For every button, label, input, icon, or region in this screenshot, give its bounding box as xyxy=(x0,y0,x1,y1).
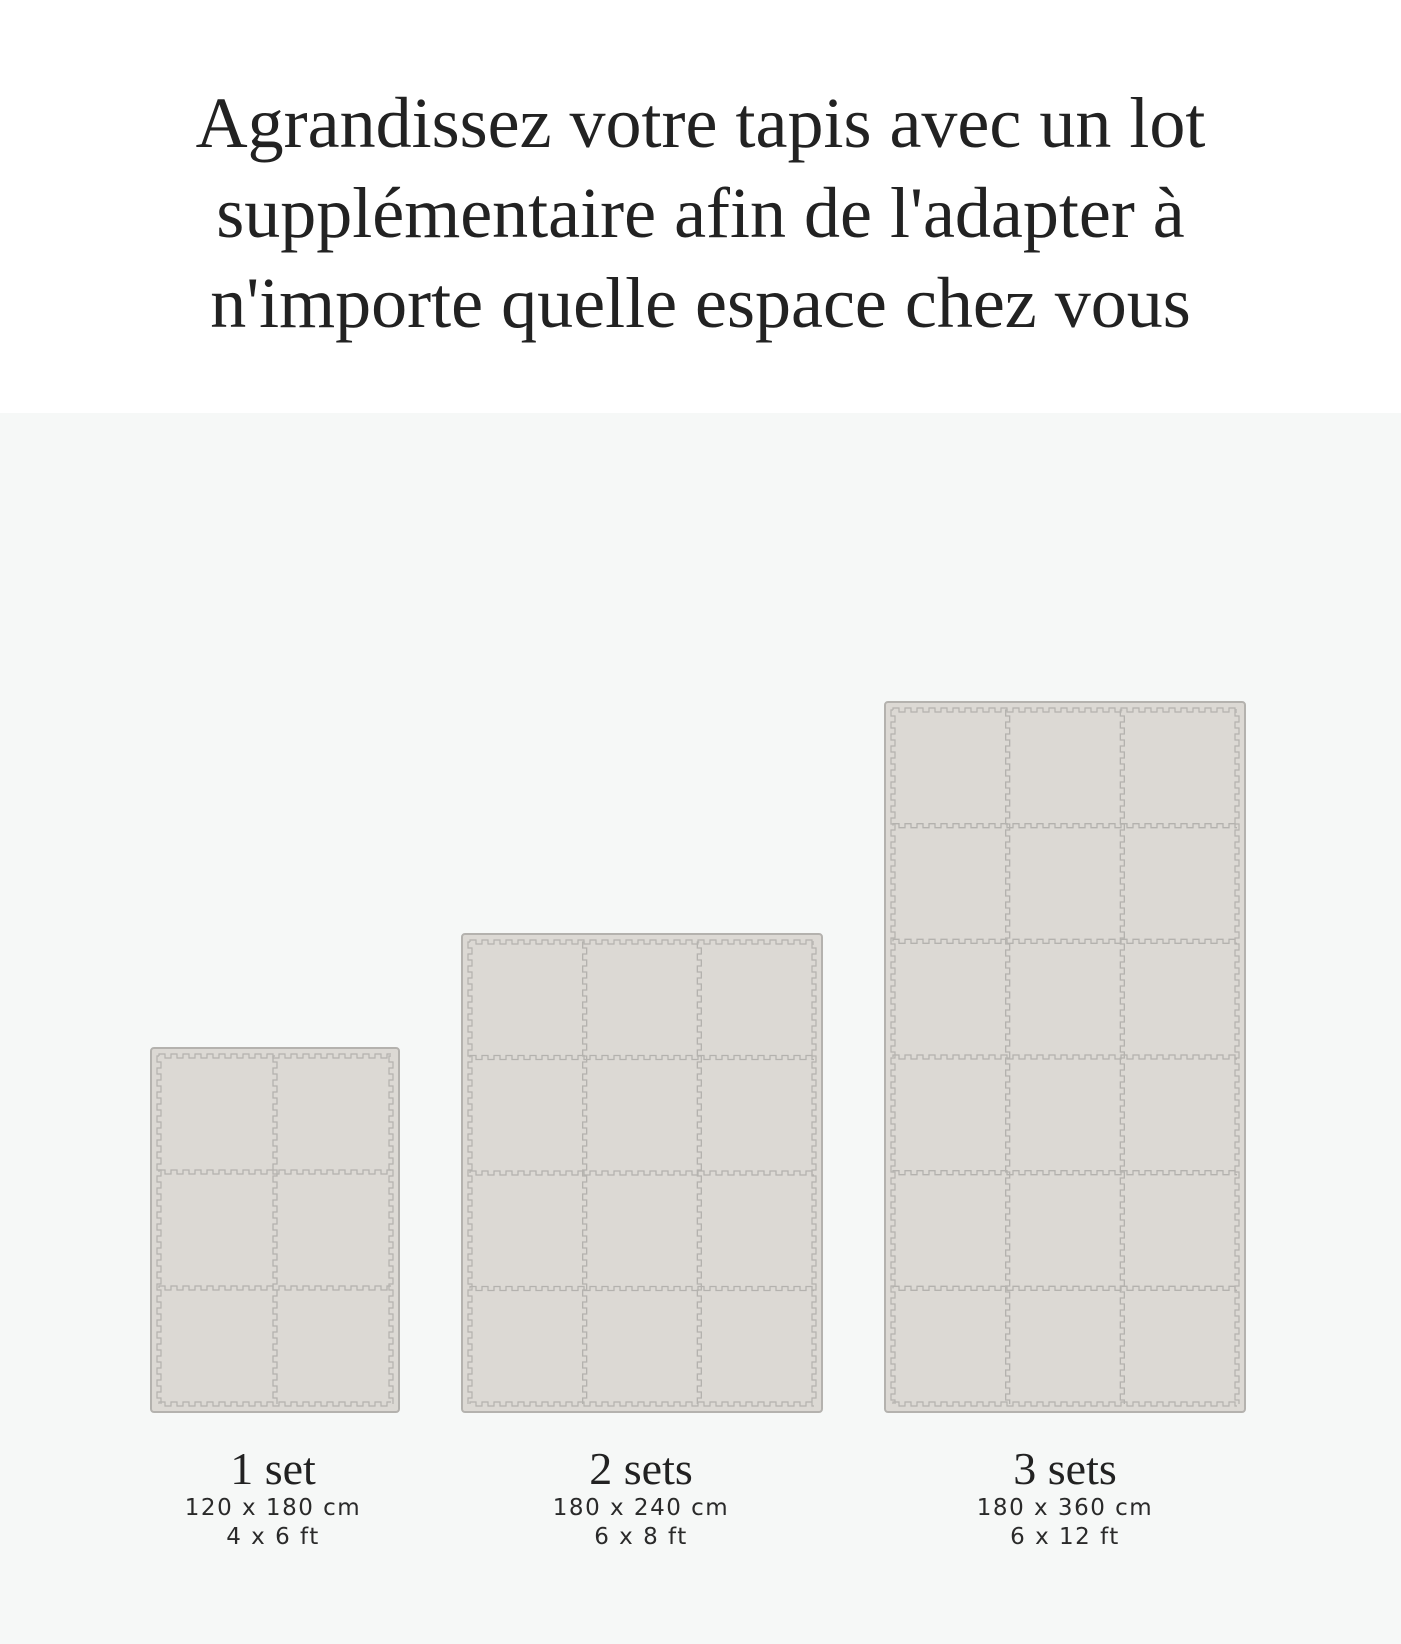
size-metric: 120 x 180 cm xyxy=(184,1495,362,1521)
tile-seam-vertical xyxy=(1006,710,1010,1404)
size-imperial: 4 x 6 ft xyxy=(226,1524,320,1550)
tile-seam-horizontal xyxy=(470,1171,814,1175)
mat-illustration-1-set xyxy=(150,1047,400,1413)
set-count-label: 2 sets xyxy=(589,1443,693,1494)
headline-line-3: n'importe quelle espace chez vous xyxy=(210,263,1191,343)
tile-grid xyxy=(463,935,821,1411)
size-option-1-set xyxy=(93,1444,453,1552)
tile-seam-horizontal xyxy=(470,1056,814,1060)
size-option-3-sets xyxy=(885,1444,1245,1552)
size-option-2-sets xyxy=(461,1444,821,1552)
size-metric: 180 x 360 cm xyxy=(976,1495,1154,1521)
tile-seam-vertical xyxy=(273,1056,277,1404)
set-count-label: 1 set xyxy=(230,1443,316,1494)
size-metric: 180 x 240 cm xyxy=(552,1495,730,1521)
mat-illustration-2-sets xyxy=(461,933,823,1413)
headline-line-1: Agrandissez votre tapis avec un lot xyxy=(195,83,1206,163)
tile-seam-vertical xyxy=(583,942,587,1404)
page-headline xyxy=(0,78,1401,348)
set-count-label: 3 sets xyxy=(1013,1443,1117,1494)
tile-seam-horizontal xyxy=(470,1287,814,1291)
tile-grid xyxy=(152,1049,398,1411)
header-section xyxy=(0,0,1401,413)
tile-seam-horizontal xyxy=(893,939,1237,943)
tile-seam-horizontal xyxy=(893,1055,1237,1059)
tile-seam-horizontal xyxy=(893,1286,1237,1290)
tile-grid xyxy=(886,703,1244,1411)
size-imperial: 6 x 8 ft xyxy=(594,1524,688,1550)
tile-seam-horizontal xyxy=(159,1286,391,1290)
tile-seam-horizontal xyxy=(893,1171,1237,1175)
tile-seam-horizontal xyxy=(893,824,1237,828)
mat-illustration-3-sets xyxy=(884,701,1246,1413)
headline-line-2: supplémentaire afin de l'adapter à xyxy=(216,173,1185,253)
size-imperial: 6 x 12 ft xyxy=(1010,1524,1120,1550)
